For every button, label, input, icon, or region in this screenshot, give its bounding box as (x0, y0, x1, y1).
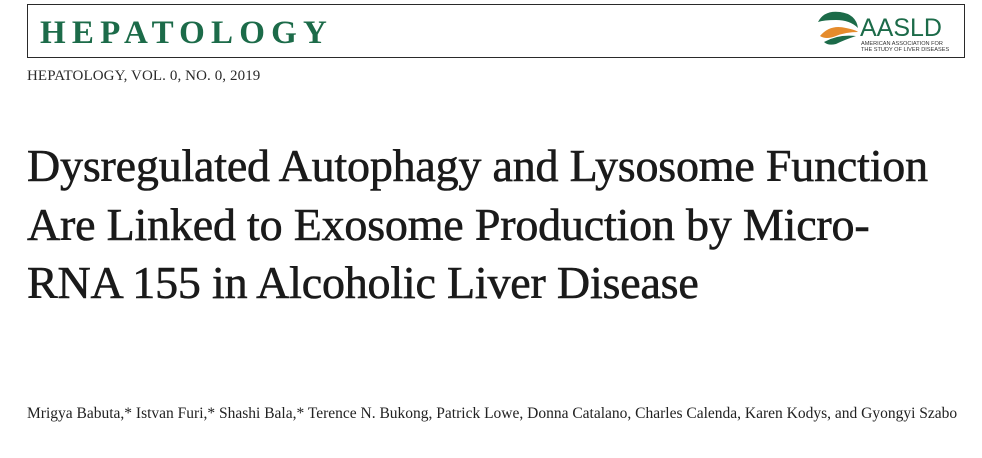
issue-citation: HEPATOLOGY, VOL. 0, NO. 0, 2019 (27, 68, 261, 84)
author-list: Mrigya Babuta,* Istvan Furi,* Shashi Bala,* Terence N. Bukong, Patrick Lowe, Donna Catalano, Charles Calenda, Karen Kodys, and Gyongyi Szabo (27, 405, 958, 422)
logo-wordmark: AASLD (860, 14, 942, 42)
article-title: Dysregulated Autophagy and Lysosome Function Are Linked to Exosome Production by Micro-RNA 155 in Alcoholic Liver Disease (27, 140, 928, 308)
aasld-logo (816, 8, 956, 54)
aasld-logo-icon (816, 8, 956, 54)
logo-tagline-line2: THE STUDY OF LIVER DISEASES (861, 47, 950, 53)
liver-leaf-icon (818, 12, 858, 45)
journal-title: HEPATOLOGY (40, 15, 334, 51)
journal-masthead (27, 4, 965, 58)
logo-tagline-line1: AMERICAN ASSOCIATION FOR (861, 41, 943, 47)
